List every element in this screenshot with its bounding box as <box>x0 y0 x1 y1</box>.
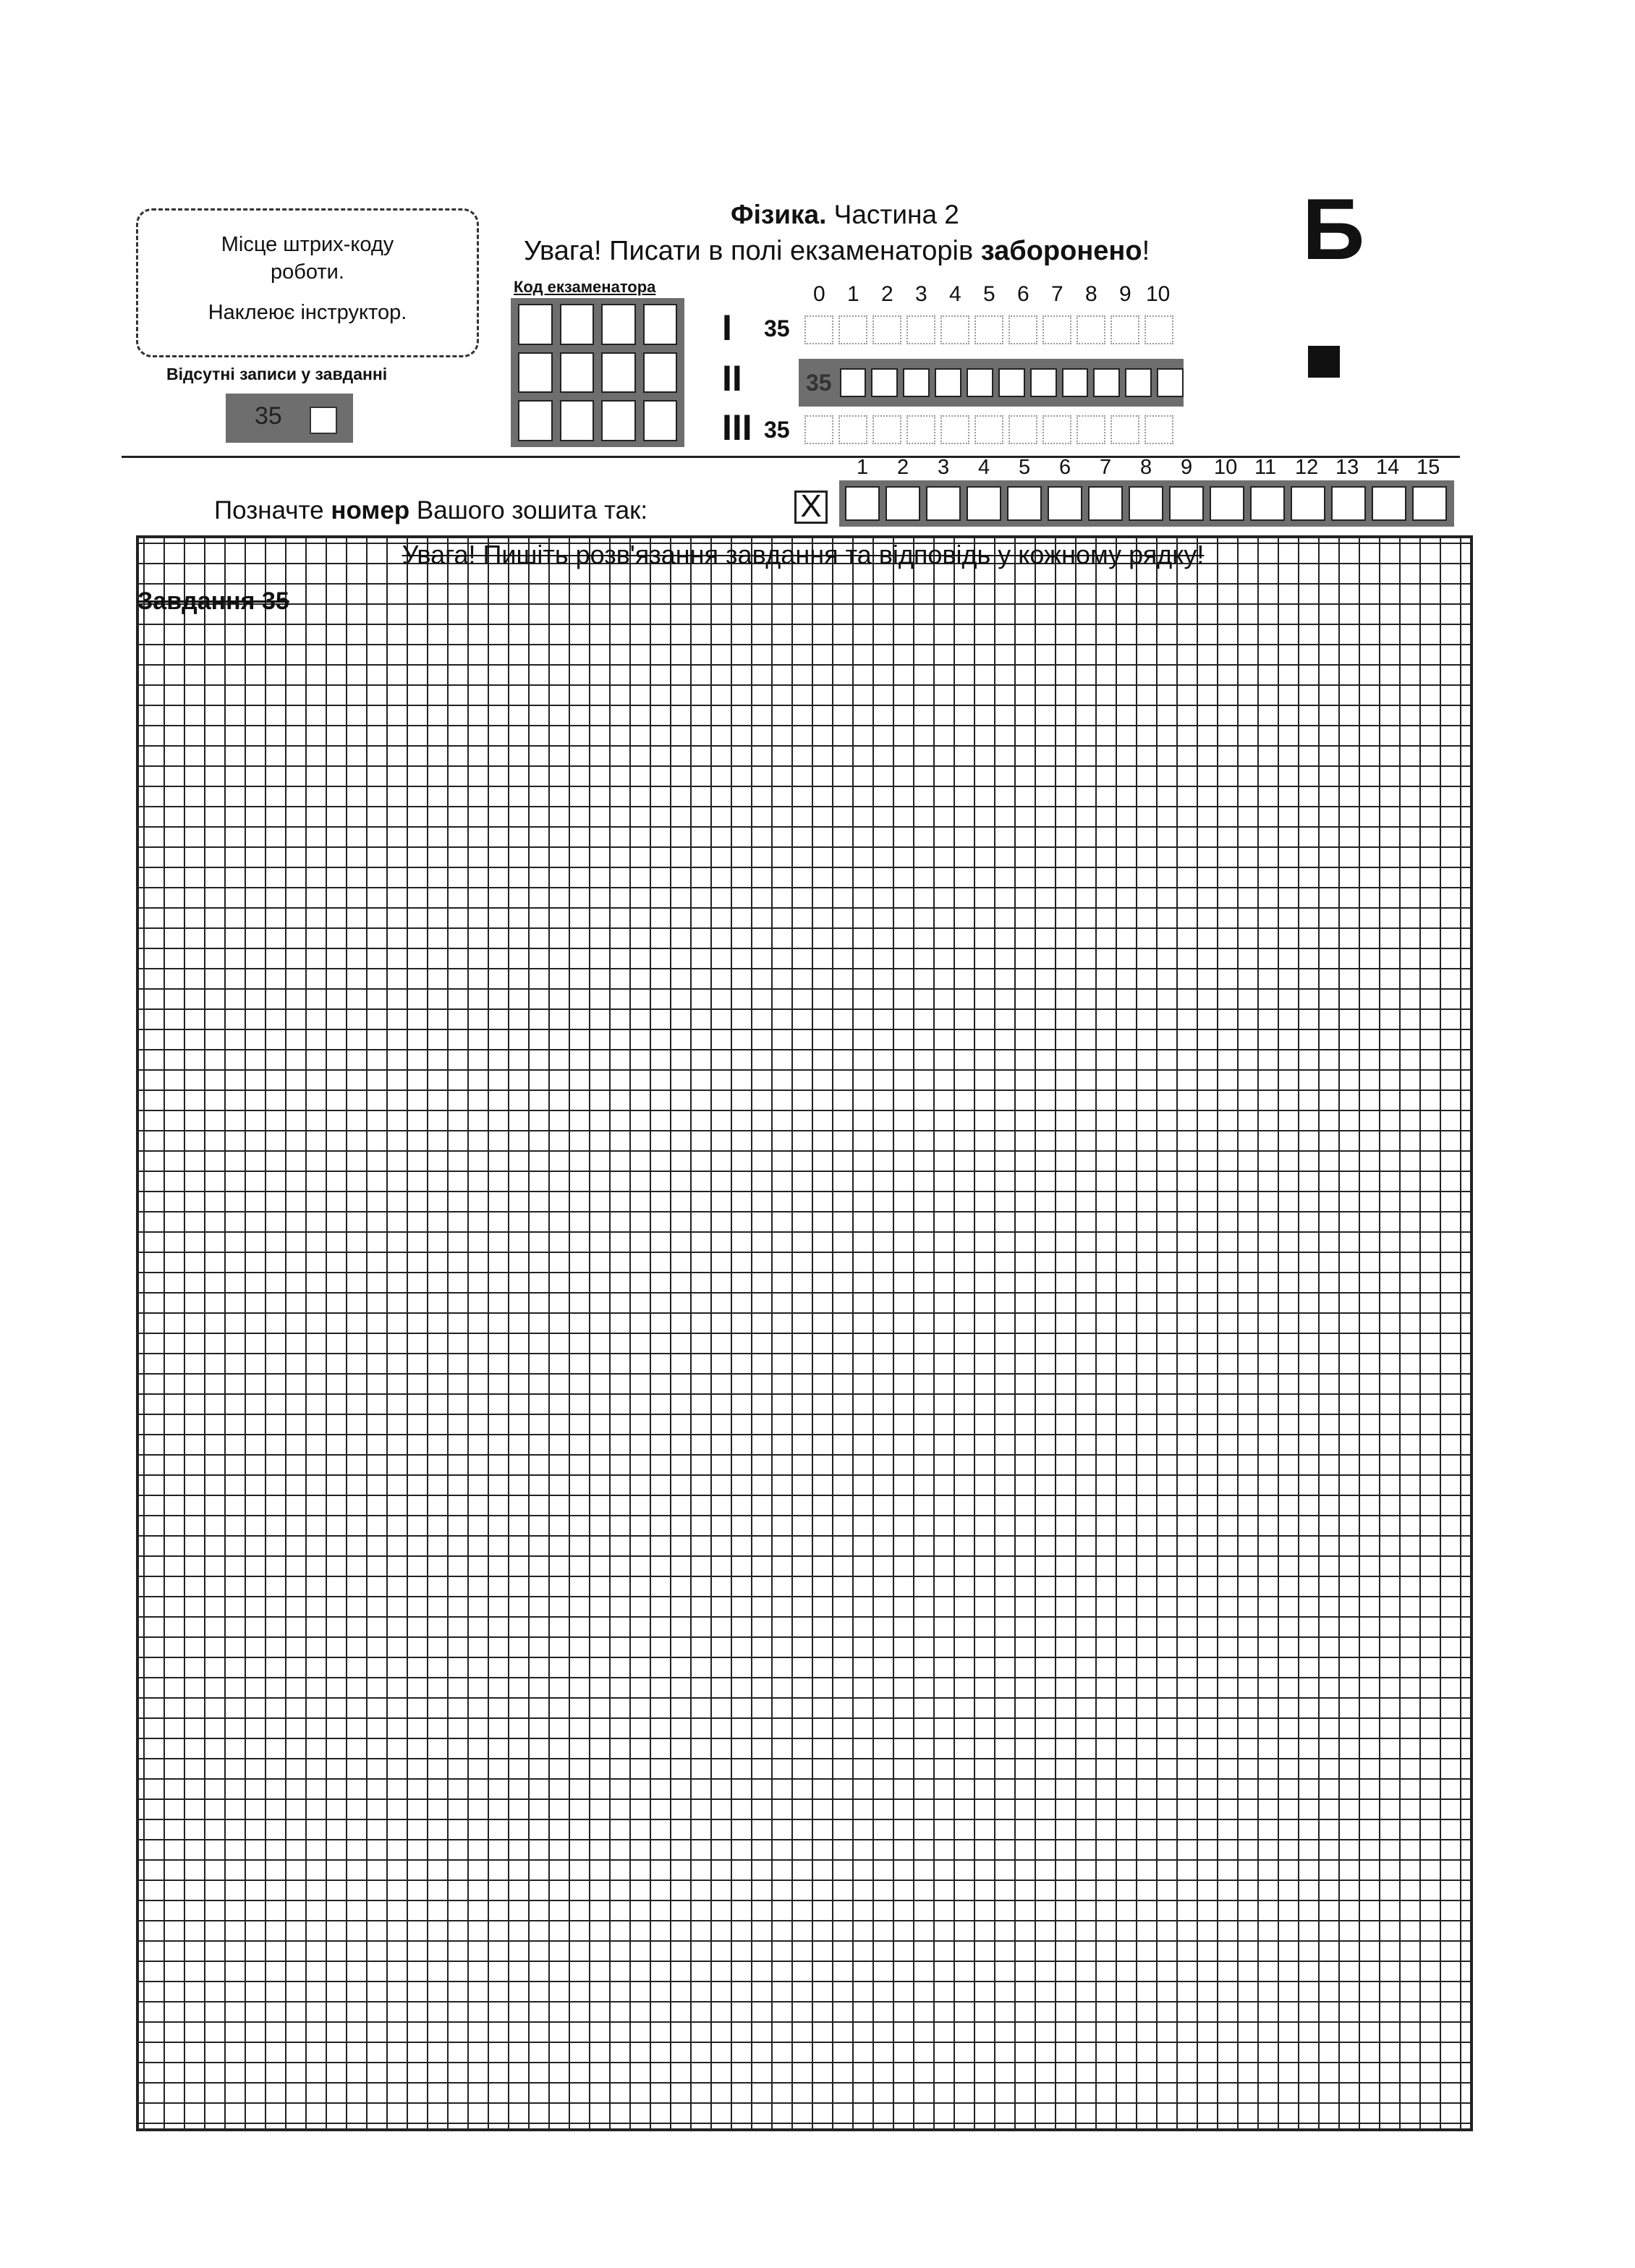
notebook-number-cell[interactable] <box>1007 486 1042 521</box>
notebook-number-cell[interactable] <box>1169 486 1204 521</box>
notebook-number-label: 8 <box>1140 456 1152 479</box>
score-cell[interactable] <box>1062 368 1089 397</box>
notebook-number-cell[interactable] <box>886 486 920 521</box>
score-cell[interactable] <box>838 415 867 444</box>
score-column-label: 0 <box>813 282 825 306</box>
score-row-1 <box>804 315 1173 344</box>
missing-records-checkbox[interactable] <box>310 407 337 434</box>
notebook-number-cell[interactable] <box>1088 486 1123 521</box>
score-row-roman: III <box>722 407 752 448</box>
score-cell[interactable] <box>1125 368 1152 397</box>
score-row-task: 35 <box>764 315 790 341</box>
score-cell[interactable] <box>935 368 961 397</box>
examiner-code-grid <box>511 298 684 447</box>
score-cell[interactable] <box>967 368 993 397</box>
notebook-number-cell[interactable] <box>1210 486 1244 521</box>
score-cell[interactable] <box>974 415 1003 444</box>
score-cell[interactable] <box>940 415 969 444</box>
score-column-label: 10 <box>1146 282 1171 306</box>
examiner-code-cell[interactable] <box>601 352 636 394</box>
score-cell[interactable] <box>1110 315 1139 344</box>
notebook-number-label: 15 <box>1417 456 1440 479</box>
score-column-label: 9 <box>1119 282 1131 306</box>
score-cell[interactable] <box>838 315 867 344</box>
score-cell[interactable] <box>1157 368 1184 397</box>
score-row-roman: I <box>722 307 732 348</box>
notebook-number-label: 4 <box>978 456 990 479</box>
notebook-number-label: 12 <box>1295 456 1319 479</box>
notebook-example-mark: X <box>794 490 828 524</box>
notebook-number-label: 6 <box>1059 456 1071 479</box>
answer-instruction: Увага! Пишіть розв'язання завдання та відповідь у кожному рядку! <box>402 540 1205 569</box>
notebook-number-label: 3 <box>938 456 950 479</box>
score-cell[interactable] <box>872 415 901 444</box>
score-column-label: 5 <box>983 282 995 306</box>
notebook-number-label: 1 <box>857 456 869 479</box>
barcode-line-3: Наклеює інструктор. <box>208 301 407 324</box>
score-cell[interactable] <box>906 315 935 344</box>
examiner-code-cell[interactable] <box>518 400 553 441</box>
examiner-code-cell[interactable] <box>518 304 553 345</box>
warning-end: ! <box>1142 236 1150 266</box>
examiner-code-cell[interactable] <box>601 400 636 441</box>
missing-task-number: 35 <box>255 402 282 430</box>
score-cell[interactable] <box>998 368 1025 397</box>
score-cell[interactable] <box>1144 315 1173 344</box>
nb-label-bold: номер <box>331 496 410 524</box>
nb-label-end: Вашого зошита так: <box>409 496 648 524</box>
missing-records-label: Відсутні записи у завданні <box>166 365 388 383</box>
notebook-number-cell[interactable] <box>926 486 961 521</box>
notebook-number-cell[interactable] <box>1372 486 1406 521</box>
barcode-line-1: Місце штрих-коду <box>221 233 394 256</box>
score-row-2 <box>799 359 1184 407</box>
score-column-label: 3 <box>915 282 927 306</box>
score-cell[interactable] <box>871 368 898 397</box>
notebook-number-label: 7 <box>1100 456 1112 479</box>
examiner-code-cell[interactable] <box>560 304 595 345</box>
score-cell[interactable] <box>906 415 935 444</box>
score-column-label: 6 <box>1017 282 1029 306</box>
notebook-number-instruction <box>214 496 647 525</box>
examiner-code-label: Код екзаменатора <box>514 278 656 296</box>
score-cell[interactable] <box>840 368 867 397</box>
score-cell[interactable] <box>940 315 969 344</box>
barcode-line-2: роботи. <box>271 260 344 284</box>
subject-name: Фізика. <box>731 200 827 229</box>
answer-grid[interactable] <box>136 535 1473 2131</box>
barcode-placeholder <box>136 208 479 357</box>
score-cell[interactable] <box>1008 315 1037 344</box>
score-cell[interactable] <box>1076 415 1105 444</box>
notebook-number-row <box>839 480 1454 527</box>
score-column-label: 4 <box>949 282 961 306</box>
page-title <box>731 200 959 230</box>
examiner-code-cell[interactable] <box>643 352 678 394</box>
score-cell[interactable] <box>1008 415 1037 444</box>
notebook-number-cell[interactable] <box>1048 486 1082 521</box>
score-row-3 <box>804 415 1173 444</box>
notebook-number-label: 9 <box>1181 456 1193 479</box>
notebook-number-label: 10 <box>1214 456 1238 479</box>
examiner-code-cell[interactable] <box>643 304 678 345</box>
score-cell[interactable] <box>804 315 833 344</box>
registration-mark <box>1308 346 1340 378</box>
notebook-number-label: 14 <box>1376 456 1400 479</box>
notebook-number-cell[interactable] <box>1412 486 1447 521</box>
score-cell[interactable] <box>1042 415 1071 444</box>
score-cell[interactable] <box>1030 368 1057 397</box>
examiner-code-cell[interactable] <box>601 304 636 345</box>
missing-records-box <box>226 394 353 443</box>
score-row-task: 35 <box>806 369 832 396</box>
score-row-task: 35 <box>764 417 790 443</box>
score-cell[interactable] <box>1144 415 1173 444</box>
notebook-number-label: 11 <box>1254 456 1277 479</box>
notebook-number-cell[interactable] <box>845 486 880 521</box>
notebook-number-label: 13 <box>1335 456 1359 479</box>
notebook-number-cell[interactable] <box>1250 486 1285 521</box>
part-name: Частина 2 <box>826 200 959 229</box>
nb-label-start: Позначте <box>214 496 331 524</box>
score-cell[interactable] <box>1110 415 1139 444</box>
examiner-warning <box>524 236 1150 267</box>
warning-bold: заборонено <box>980 236 1142 266</box>
notebook-number-cell[interactable] <box>1129 486 1163 521</box>
notebook-number-cell[interactable] <box>1331 486 1366 521</box>
score-column-label: 2 <box>881 282 893 306</box>
score-cell[interactable] <box>1076 315 1105 344</box>
examiner-code-cell[interactable] <box>518 352 553 394</box>
score-column-label: 7 <box>1051 282 1063 306</box>
warning-start: Увага! Писати в полі екзаменаторів <box>524 236 981 266</box>
score-cell[interactable] <box>903 368 930 397</box>
notebook-number-cell[interactable] <box>1291 486 1325 521</box>
score-cell[interactable] <box>804 415 833 444</box>
score-cell[interactable] <box>872 315 901 344</box>
notebook-number-cell[interactable] <box>967 486 1001 521</box>
notebook-number-label: 5 <box>1019 456 1031 479</box>
examiner-code-cell[interactable] <box>643 400 678 441</box>
score-row-roman: II <box>722 358 742 399</box>
task-label: Завдання 35 <box>137 587 289 615</box>
score-column-label: 1 <box>847 282 859 306</box>
score-cell[interactable] <box>1042 315 1071 344</box>
score-cell[interactable] <box>974 315 1003 344</box>
variant-letter: Б <box>1302 181 1365 278</box>
examiner-code-cell[interactable] <box>560 400 595 441</box>
notebook-number-label: 2 <box>897 456 909 479</box>
examiner-code-cell[interactable] <box>560 352 595 394</box>
score-column-label: 8 <box>1085 282 1097 306</box>
score-cell[interactable] <box>1093 368 1120 397</box>
